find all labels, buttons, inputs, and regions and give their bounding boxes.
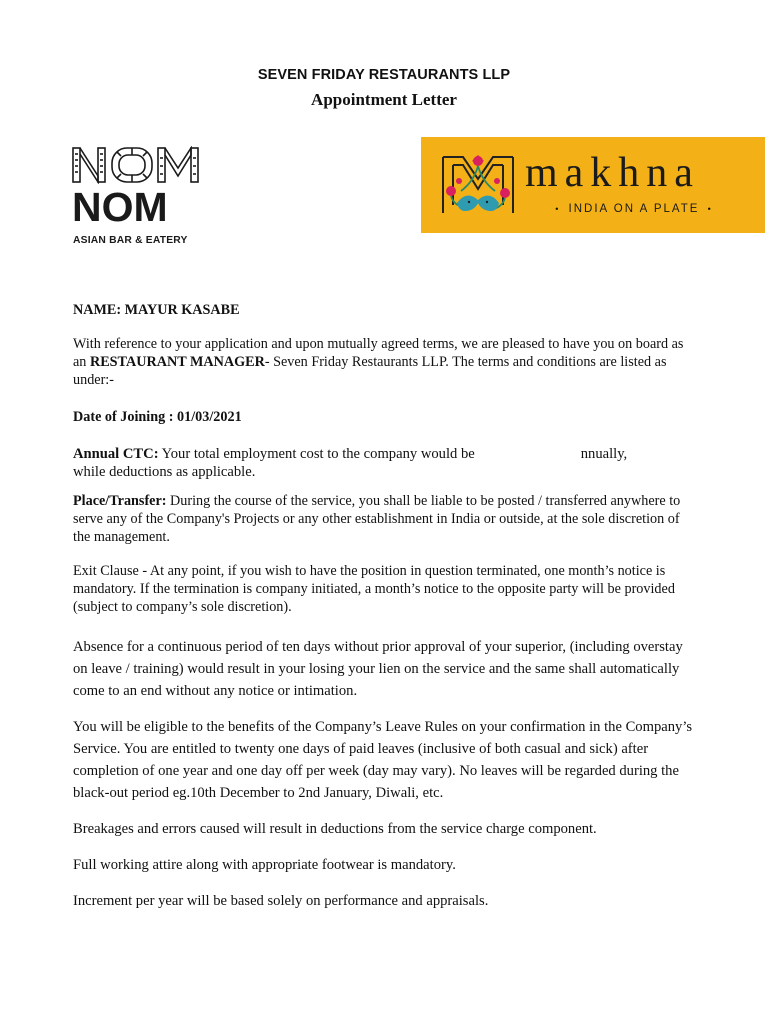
place-text: During the course of the service, you shall be liable to be posted / transferred anywhere to serve any of the Company's Projects or any other establishment in India or outside, at the sole discretion of the management. xyxy=(73,493,681,545)
absence-paragraph: Absence for a continuous period of ten days without prior approval of your superior, (including overstay on leave / training) would result in your losing your lien on the service and the same shall automatically come to an end without any notice or intimation. xyxy=(73,639,683,699)
makhna-logo xyxy=(421,137,765,233)
nom-subtitle: ASIAN BAR & EATERY xyxy=(73,235,188,246)
nom-nom-logo xyxy=(72,146,207,251)
ctc-label: Annual CTC: xyxy=(73,446,159,462)
position-title: RESTAURANT MANAGER xyxy=(89,354,265,370)
joining-date-value: 01/03/2021 xyxy=(177,409,242,425)
nom-solid-wordmark: NOM xyxy=(72,184,168,230)
employee-name-text: NAME: MAYUR KASABE xyxy=(73,302,240,318)
reference-text: With reference to your application and upon mutually agreed terms, we are pleased to have you on board as an xyxy=(73,336,684,370)
attire-paragraph: Full working attire along with appropriate footwear is mandatory. xyxy=(73,857,456,873)
nom-outline-wordmark xyxy=(72,146,207,184)
tagline-word: PLATE xyxy=(653,203,700,215)
exit-clause-paragraph: Exit Clause - At any point, if you wish to have the position in question terminated, one month’s notice is mandatory. If the termination is company initiated, a month’s notice to the opposite party will be provided (subject to company’s sole discretion). xyxy=(73,563,675,615)
reference-paragraph xyxy=(73,335,698,389)
leave-paragraph: You will be eligible to the benefits of the Company’s Leave Rules on your confirmation in the Company’s Service. You are entitled to twenty one days of paid leaves (inclusive of both casual and sick) after completion of one year and one day off per week (day may vary). No leaves will be regarded during the black-out period eg.10th December to 2nd January, Diwali, etc. xyxy=(73,719,693,801)
place-transfer-paragraph xyxy=(73,492,698,546)
ctc-paragraph xyxy=(73,445,698,481)
place-label: Place/Transfer: xyxy=(73,493,167,509)
company-name: SEVEN FRIDAY RESTAURANTS LLP xyxy=(257,67,511,83)
reference-text-end: - Seven Friday Restaurants LLP. The terms and conditions are listed as under:- xyxy=(73,354,667,388)
increment-paragraph: Increment per year will be based solely on performance and appraisals. xyxy=(73,893,489,909)
makhna-wordmark: makhna xyxy=(525,150,700,196)
ctc-text: Your total employment cost to the company would be xyxy=(158,446,475,462)
makhna-tagline: • INDIA ON A PLATE • xyxy=(555,203,713,215)
document-title: Appointment Letter xyxy=(311,90,457,109)
joining-label: Date of Joining : xyxy=(73,409,178,425)
ctc-text-line2: while deductions as applicable. xyxy=(73,464,256,480)
ctc-text-end: nnually, xyxy=(580,446,628,462)
tagline-word: A xyxy=(639,203,649,215)
employee-name xyxy=(73,301,698,319)
joining-date xyxy=(73,408,698,426)
tagline-word: ON xyxy=(613,203,636,215)
tagline-word: INDIA xyxy=(568,203,609,215)
lotus-birds-emblem-icon xyxy=(439,151,517,224)
breakages-paragraph: Breakages and errors caused will result in deductions from the service charge component. xyxy=(73,821,597,837)
